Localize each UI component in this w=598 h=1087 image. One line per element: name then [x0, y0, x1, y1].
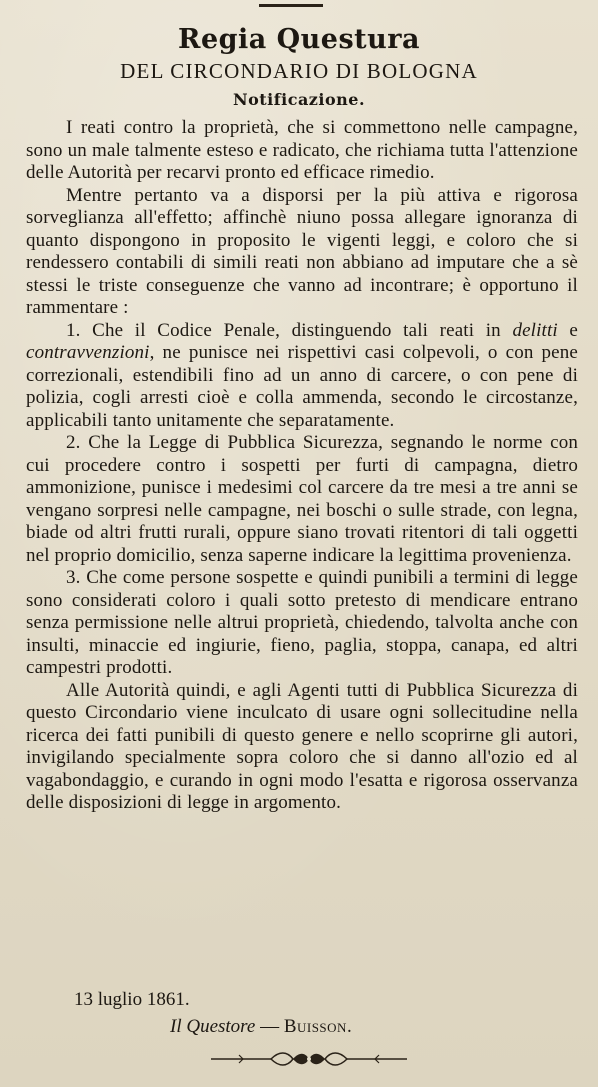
point-1-conjunction: e [557, 319, 579, 341]
term-delitti: delitti [512, 319, 558, 341]
paragraph-intro: I reati contro la proprietà, che si commettono nelle campagne, sono un male talmente esteso e radicato, che richiama tutta l'attenzione delle Autorità per recarvi pronto ed efficace rimedio. [26, 117, 578, 183]
top-rule [259, 4, 323, 7]
decorative-ornament-icon [209, 1050, 409, 1068]
paragraph-point-1 [26, 320, 578, 433]
paragraph-point-2: 2. Che la Legge di Pubblica Sicurezza, segnando le norme con cui procedere contro i sospetti per furti di campagna, dietro ammonizione, punisce i medesimi col carcere da tre mesi a tre anni se vengano sorpresi nelle campagne, nei boschi o sulle strade, con legna, biade od altri frutti rurali, oppure siano trovati ritentori di tali oggetti nel proprio domicilio, senza saperne indicare la legittima provenienza. [26, 432, 578, 566]
notice-body [26, 117, 578, 815]
point-1-rest: , ne punisce nei rispettivi casi colpevoli, o con pene correzionali, estendibili fino ad un anno di carcere, o con pene di polizia, cogli arresti cioè e colla ammenda, secondo le circostanze, applicabili tanto unitamente che separatamente. [26, 342, 578, 431]
subhead-title: DEL CIRCONDARIO DI BOLOGNA [120, 59, 478, 83]
notice-title: Notificazione. [232, 90, 366, 109]
notice-date: 13 luglio 1861. [74, 989, 190, 1010]
masthead-title: Regia Questura [178, 24, 420, 55]
signatory-name: Buisson. [283, 1016, 353, 1037]
signature-dash: — [255, 1016, 284, 1037]
paragraph-instructions: Alle Autorità quindi, e agli Agenti tutti di Pubblica Sicurezza di questo Circondario viene inculcato di usare ogni sollecitudine nella ricerca dei fatti punibili di questo genere e nello scoprirne gli autori, invigilando specialmente sopra coloro che si danno all'ozio ed al vagabondaggio, e curando in ogni modo l'esatta e rigorosa osservanza delle disposizioni di legge in argomento. [26, 679, 578, 813]
signatory-role: Il Questore [170, 1016, 256, 1037]
point-1-lead: 1. Che il Codice Penale, distinguendo tali reati in [66, 319, 513, 341]
paragraph-point-3: 3. Che come persone sospette e quindi punibili a termini di legge sono considerati coloro i quali sotto pretesto di mendicare entrano senza permissione nelle altrui proprietà, chiedendo, talvolta anche con insulti, minaccie ed ingiurie, fieno, paglia, stoppa, canapa, ed altri campestri prodotti. [26, 567, 578, 678]
term-contravvenzioni: contravvenzioni [26, 342, 150, 363]
paragraph-purpose: Mentre pertanto va a disporsi per la più attiva e rigorosa sorveglianza all'effetto; affinchè niuno possa allegare ignoranza di quanto dispongono in proposito le vigenti leggi, e coloro che si rendessero contabili di simili reati non abbiano ad imputare che a sè stessi le triste conseguenze che vanno ad incontrare; è opportuno il rammentare : [26, 184, 578, 318]
signature-line [170, 1016, 352, 1038]
